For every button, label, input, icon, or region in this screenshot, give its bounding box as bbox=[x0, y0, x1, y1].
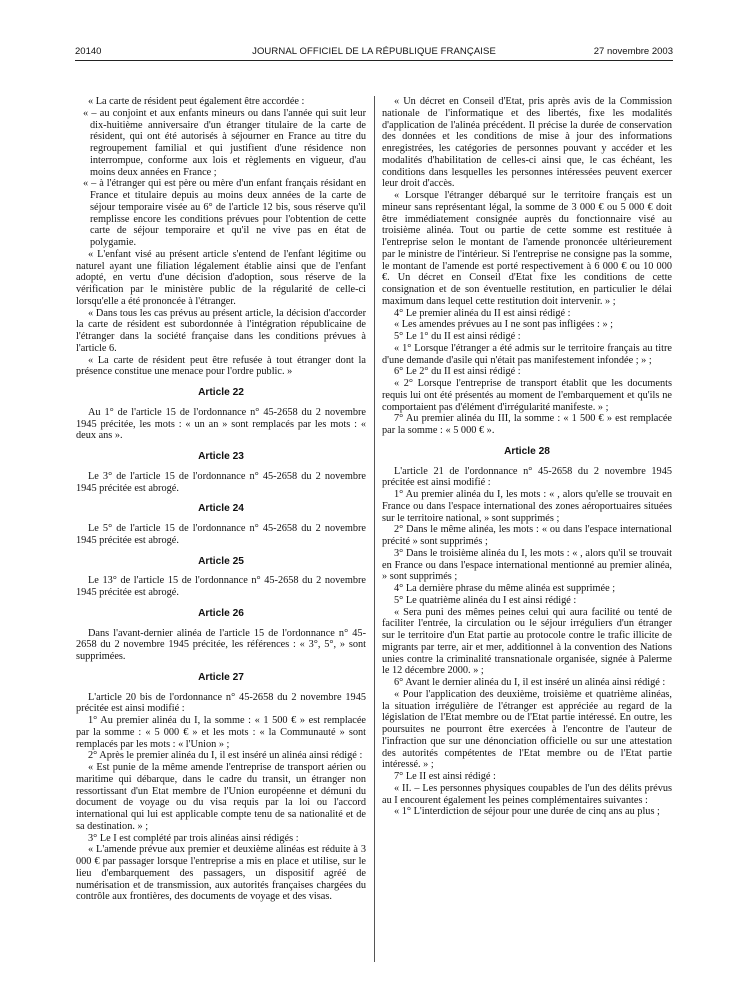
paragraph: « Un décret en Conseil d'Etat, pris après avis de la Commission nationale de l'informatique et des libertés, fixe les modalités d'application de l'alinéa précédent. Il précise la durée de conservation des données et les conditions de mise à jour des informations enregistrées, les catégories de personnes pouvant y accéder et les modalités d'habilitation de celles-ci ainsi que, le cas échéant, les conditions dans lesquelles les personnes intéressées peuvent exercer leur droit d'accès. bbox=[382, 96, 672, 190]
paragraph: « La carte de résident peut être refusée à tout étranger dont la présence constitue une menace pour l'ordre public. » bbox=[76, 354, 366, 378]
paragraph: Le 3° de l'article 15 de l'ordonnance n° 45-2658 du 2 novembre 1945 précitée est abrogé. bbox=[76, 470, 366, 494]
paragraph: « 1° Lorsque l'étranger a été admis sur le territoire français au titre d'une demande d'asile qui n'était pas manifestement infondée ; » ; bbox=[382, 342, 672, 366]
column-separator bbox=[374, 96, 375, 962]
paragraph: 5° Le quatrième alinéa du I est ainsi rédigé : bbox=[394, 594, 577, 606]
paragraph: 1° Au premier alinéa du I, les mots : « , alors qu'elle se trouvait en France ou dans l'espace international des zones aéroportuaires situées sur le territoire national, » sont supprimés ; bbox=[382, 489, 672, 524]
paragraph: Le 5° de l'article 15 de l'ordonnance n° 45-2658 du 2 novembre 1945 précitée est abrogé. bbox=[76, 523, 366, 546]
paragraph: « La carte de résident peut également être accordée : bbox=[88, 96, 305, 107]
paragraph: 5° Le 1° du II est ainsi rédigé : bbox=[394, 331, 521, 342]
paragraph: « L'amende prévue aux premier et deuxième alinéas est réduite à 3 000 € par passager lorsque l'entreprise a mis en place et utilise, sur le lieu d'embarquement des passagers, un dispositif agréé de numérisation et de transmission, aux autorités françaises chargées du contrôle aux frontières, des documents de voyage et des visas. bbox=[76, 844, 366, 903]
paragraph: « 1° L'interdiction de séjour pour une durée de cinq ans au plus ; bbox=[394, 806, 660, 818]
article-27-heading: Article 27 bbox=[198, 671, 244, 683]
paragraph: « – au conjoint et aux enfants mineurs ou dans l'année qui suit leur dix-huitième anniversaire d'un étranger titulaire de la carte de résident, qui ont été autorisés à séjourner en France au titre du regroupement familial et qui justifient d'une résidence non interrompue, conforme aux lois et règlements en vigueur, d'au moins deux années en France ; bbox=[83, 107, 366, 178]
paragraph: « Sera puni des mêmes peines celui qui aura facilité ou tenté de faciliter l'entrée, la circulation ou le séjour irréguliers d'un étranger sur le territoire d'un Etat partie au protocole contre le trafic illicite de migrants par terre, air et mer, additionnel à la convention des Nations unies contre la criminalité transnationale organisée, signée à Palerme le 12 décembre 2000. » ; bbox=[382, 606, 672, 677]
paragraph: 2° Après le premier alinéa du I, il est inséré un alinéa ainsi rédigé : bbox=[88, 750, 363, 762]
paragraph: « Pour l'application des deuxième, troisième et quatrième alinéas, la situation irrégulière de l'étranger est appréciée au regard de la législation de l'Etat membre ou de l'Etat partie intéressé. En outre, les poursuites ne pourront être exercées à l'encontre de l'auteur de l'infraction que sur une dénonciation officielle ou sur une attestation des autorités compétentes de l'Etat membre ou de l'Etat partie intéressé. » ; bbox=[382, 688, 672, 771]
paragraph: Le 13° de l'article 15 de l'ordonnance n° 45-2658 du 2 novembre 1945 précitée est abrogé. bbox=[76, 575, 366, 598]
paragraph: 3° Le I est complété par trois alinéas ainsi rédigés : bbox=[88, 832, 299, 844]
header-rule bbox=[75, 60, 673, 61]
paragraph: 7° Le II est ainsi rédigé : bbox=[394, 771, 496, 782]
paragraph: « II. – Les personnes physiques coupables de l'un des délits prévus au I encourent également les peines complémentaires suivantes : bbox=[382, 782, 672, 806]
paragraph: « L'enfant visé au présent article s'entend de l'enfant légitime ou naturel ayant une filiation légalement établie ainsi que de l'enfant adopté, en vertu d'une décision d'adoption, sous réserve de la vérification par le ministère public de la régularité de celle-ci lorsqu'elle a été prononcée à l'étranger. bbox=[76, 248, 366, 307]
paragraph: 4° Le premier alinéa du II est ainsi rédigé : bbox=[394, 307, 571, 319]
journal-title: JOURNAL OFFICIEL DE LA RÉPUBLIQUE FRANÇAISE bbox=[252, 46, 496, 57]
article-22-heading: Article 22 bbox=[198, 387, 244, 398]
paragraph: 4° La dernière phrase du même alinéa est supprimée ; bbox=[394, 583, 616, 594]
paragraph: « Dans tous les cas prévus au présent article, la décision d'accorder la carte de résident est subordonnée à l'intégration républicaine de l'étranger dans la société française dans les conditions prévues à l'article 6. bbox=[76, 307, 366, 354]
paragraph: 1° Au premier alinéa du I, la somme : « 1 500 € » est remplacée par la somme : « 5 000 € » et les mots : « la Communauté » sont remplacés par les mots : « l'Union » ; bbox=[76, 715, 366, 750]
paragraph: L'article 20 bis de l'ordonnance n° 45-2658 du 2 novembre 1945 précitée est ainsi modifié : bbox=[76, 691, 366, 715]
paragraph: L'article 21 de l'ordonnance n° 45-2658 du 2 novembre 1945 précitée est ainsi modifié : bbox=[382, 465, 672, 489]
paragraph: « Lorsque l'étranger débarqué sur le territoire français est un mineur sans représentant légal, la somme de 3 000 € ou 5 000 € doit être immédiatement consignée auprès du fonctionnaire visé au troisième alinéa. Tout ou partie de cette somme est restituée à l'entreprise selon le montant de l'amende prononcée ultérieurement par le ministre de l'intérieur. Si l'entreprise ne consigne pas la somme, le montant de l'amende est porté respectivement à 6 000 € ou 10 000 €. Un décret en Conseil d'Etat fixe les conditions de cette consignation et de son éventuelle restitution, en particulier le délai maximum dans lequel cette restitution doit intervenir. » ; bbox=[382, 190, 672, 307]
page-number: 20140 bbox=[75, 46, 102, 57]
right-column bbox=[382, 96, 672, 818]
paragraph: 6° Avant le dernier alinéa du I, il est inséré un alinéa ainsi rédigé : bbox=[394, 677, 666, 688]
paragraph: « Les amendes prévues au I ne sont pas infligées : » ; bbox=[394, 319, 614, 331]
left-column bbox=[76, 96, 366, 903]
paragraph: « Est punie de la même amende l'entreprise de transport aérien ou maritime qui débarque, dans le cadre du transit, un étranger non ressortissant d'un Etat membre de l'Union européenne et démuni du document de voyage ou du visa requis par la loi ou l'accord international qui lui est applicable compte tenu de sa nationalité et de sa destination. » ; bbox=[76, 762, 366, 832]
article-28-heading: Article 28 bbox=[504, 445, 550, 457]
article-24-heading: Article 24 bbox=[198, 503, 244, 515]
paragraph: « 2° Lorsque l'entreprise de transport établit que les documents requis lui ont été présentés au moment de l'embarquement et qu'ils ne comportaient pas d'élément d'irrégularité manifeste. » ; bbox=[382, 378, 672, 413]
paragraph: 7° Au premier alinéa du III, la somme : « 1 500 € » est remplacée par la somme : « 5 000 € ». bbox=[382, 413, 672, 436]
article-23-heading: Article 23 bbox=[198, 451, 244, 462]
paragraph: 2° Dans le même alinéa, les mots : « ou dans l'espace international précité » sont supprimés ; bbox=[382, 524, 672, 547]
article-26-heading: Article 26 bbox=[198, 607, 244, 619]
paragraph: « – à l'étranger qui est père ou mère d'un enfant français résidant en France et titulaire depuis au moins deux années de la carte de séjour temporaire visée au 6° de l'article 12 bis, sous réserve qu'il remplisse encore les conditions prévues pour l'obtention de cette carte de séjour temporaire et qu'il ne vive pas en état de polygamie. bbox=[83, 178, 366, 248]
paragraph: 6° Le 2° du II est ainsi rédigé : bbox=[394, 366, 521, 378]
publication-date: 27 novembre 2003 bbox=[593, 46, 673, 57]
article-25-heading: Article 25 bbox=[198, 555, 244, 567]
paragraph: 3° Dans le troisième alinéa du I, les mots : « , alors qu'il se trouvait en France ou dans l'espace international mentionné au premier alinéa, » sont supprimés ; bbox=[382, 547, 672, 583]
paragraph: Au 1° de l'article 15 de l'ordonnance n° 45-2658 du 2 novembre 1945 précitée, les mots : « un an » sont remplacés par les mots : « deux ans ». bbox=[76, 406, 366, 442]
paragraph: Dans l'avant-dernier alinéa de l'article 15 de l'ordonnance n° 45-2658 du 2 novembre 1945 précitée, les références : « 3°, 5°, » sont supprimées. bbox=[76, 627, 366, 662]
